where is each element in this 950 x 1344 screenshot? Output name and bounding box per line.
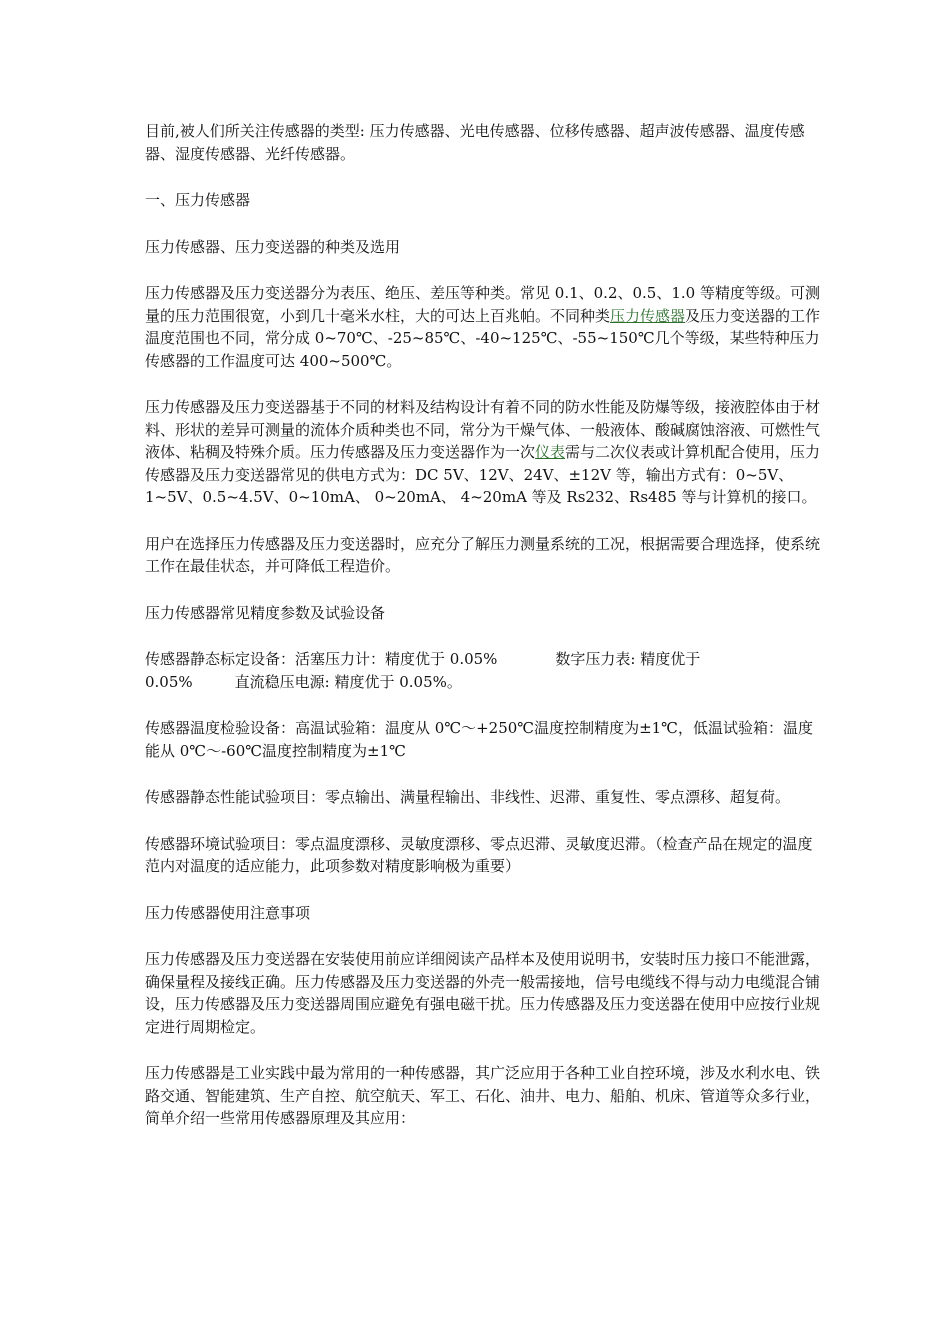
instrument-link[interactable]: 仪表: [535, 443, 566, 461]
paragraph-text: 及压力变送器的工作温度范围也不同，常分成 0~70℃、-25~85℃、-40~125℃、-55~150℃几个等级，某些特种压力传感器的工作温度可达 400~500℃。: [145, 306, 821, 370]
subsection-title-accuracy: 压力传感器常见精度参数及试验设备: [145, 603, 386, 622]
pressure-sensor-link[interactable]: 压力传感器: [610, 306, 686, 325]
paragraph-text: 压力传感器及压力变送器基于不同的材料及结构设计有着不同的防水性能及防爆等级，接液腔体由于材料、形状的差异可测量的流体介质种类也不同，常分为干燥气体、一般液体、酸碱腐蚀溶液、可燃性气液体、粘稠及特殊介质。压力传感器及压力变送器作为一次: [145, 398, 821, 461]
paragraph-static-tests: 传感器静态性能试验项目：零点输出、满量程输出、非线性、迟滞、重复性、零点漂移、超复荷。: [145, 788, 791, 806]
paragraph-text: 传感器静态标定设备：活塞压力计：精度优于 0.05%: [145, 650, 498, 668]
paragraph-types-ranges: [145, 282, 825, 372]
paragraph-text: 压力传感器及压力变送器分为表压、绝压、差压等种类。常见 0.1、0.2、0.5、1.0 等精度等级。可测量的压力范围很宽，小到几十毫米水柱，大的可达上百兆帕。不同种类: [145, 284, 820, 325]
paragraph-text: 数字压力表: 精度优于: [555, 650, 701, 668]
paragraph-text: 0.05%: [145, 672, 193, 691]
section-title-pressure-sensor: 一、压力传感器: [145, 191, 251, 209]
subsection-title-types: 压力传感器、压力变送器的种类及选用: [145, 237, 401, 256]
paragraph-text: 直流稳压电源: 精度优于 0.05%。: [234, 672, 462, 691]
paragraph-materials-power: [145, 396, 825, 509]
intro-paragraph: 目前,被人们所关注传感器的类型: 压力传感器、光电传感器、位移传感器、超声波传感器、温度传感器、湿度传感器、光纤传感器。: [145, 122, 805, 163]
paragraph-static-calibration: [145, 648, 825, 693]
paragraph-environment-tests: 传感器环境试验项目：零点温度漂移、灵敏度漂移、零点迟滞、灵敏度迟滞。（检查产品在规定的温度范内对温度的适应能力，此项参数对精度影响极为重要）: [145, 834, 813, 875]
subsection-title-precautions: 压力传感器使用注意事项: [145, 903, 311, 922]
document-body: [145, 120, 825, 1154]
paragraph-selection-advice: 用户在选择压力传感器及压力变送器时，应充分了解压力测量系统的工况，根据需要合理选择，使系统工作在最佳状态，并可降低工程造价。: [145, 534, 821, 575]
paragraph-text: 需与二次仪表或计算机配合使用，压力传感器及压力变送器常见的供电方式为：DC 5V、12V、24V、±12V 等，输出方式有：0~5V、1~5V、0.5~4.5V、0~10mA、 0~20mA、 4~20mA 等及 Rs232、Rs485 等与计算机的接口。: [145, 443, 821, 506]
paragraph-precautions: 压力传感器及压力变送器在安装使用前应详细阅读产品样本及使用说明书，安装时压力接口不能泄露，确保量程及接线正确。压力传感器及压力变送器的外壳一般需接地，信号电缆线不得与动力电缆混合铺设，压力传感器及压力变送器周围应避免有强电磁干扰。压力传感器及压力变送器在使用中应按行业规定进行周期检定。: [145, 950, 821, 1036]
paragraph-applications: 压力传感器是工业实践中最为常用的一种传感器，其广泛应用于各种工业自控环境，涉及水利水电、铁路交通、智能建筑、生产自控、航空航天、军工、石化、油井、电力、船舶、机床、管道等众多行业，简单介绍一些常用传感器原理及其应用：: [145, 1064, 821, 1127]
paragraph-temperature-equipment: 传感器温度检验设备：高温试验箱：温度从 0℃～+250℃温度控制精度为±1℃，低温试验箱：温度能从 0℃～-60℃温度控制精度为±1℃: [145, 719, 813, 760]
